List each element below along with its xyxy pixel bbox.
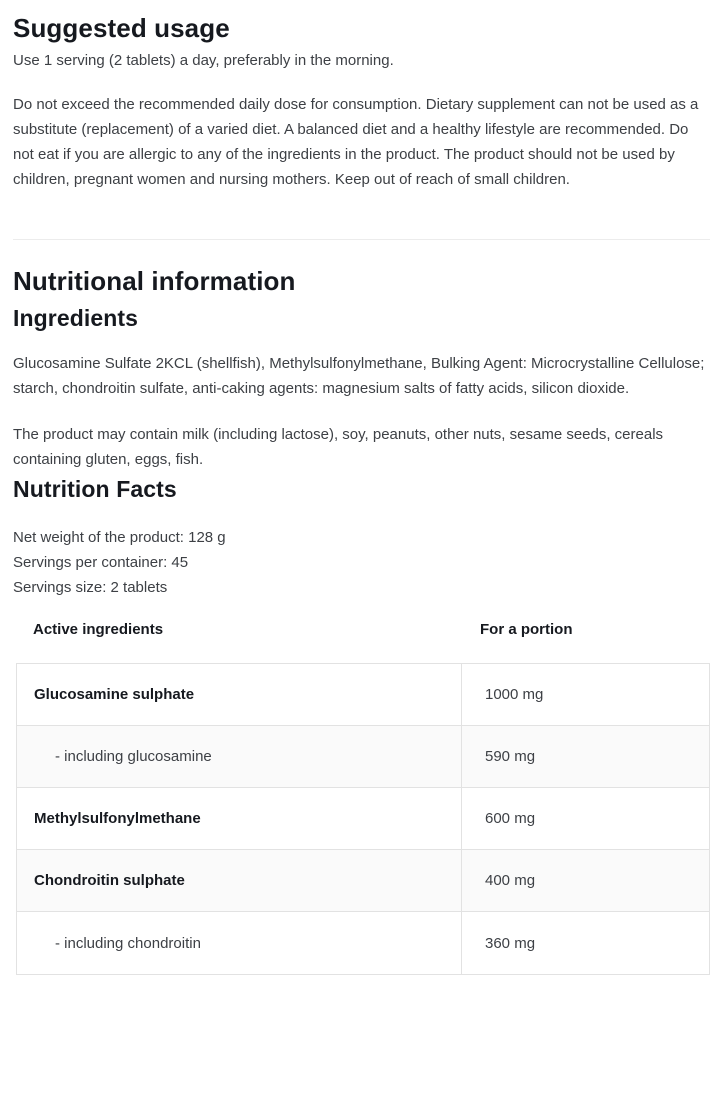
net-weight-line: Net weight of the product: 128 g: [13, 529, 226, 546]
ingredient-amount-cell: 1000 mg: [485, 686, 544, 703]
ingredients-list-text: Glucosamine Sulfate 2KCL (shellfish), Methylsulfonylmethane, Bulking Agent: Microcrystalline Cellulose; starch, chondroitin sulfate, anti-caking agents: magnesium salts of fatty acids, silicon dioxide.: [13, 355, 705, 397]
suggested-usage-heading: Suggested usage: [13, 13, 230, 43]
section-divider: [13, 239, 710, 240]
ingredient-name-cell: Glucosamine sulphate: [17, 664, 462, 725]
nutritional-information-section: [13, 262, 710, 975]
nutritional-information-heading: Nutritional information: [13, 266, 296, 296]
table-row: [17, 850, 709, 912]
serving-info-block: [13, 525, 710, 600]
ingredient-amount-cell: 600 mg: [485, 810, 536, 827]
column-header-active-ingredients: Active ingredients: [33, 621, 164, 638]
servings-size-line: Servings size: 2 tablets: [13, 579, 168, 596]
usage-warning-text: Do not exceed the recommended daily dose for consumption. Dietary supplement can not be used as a substitute (replacement) of a varied diet. A balanced diet and a healthy lifestyle are recommended. Do not eat if you are allergic to any of the ingredients in the product. The product should not be used by children, pregnant women and nursing mothers. Keep out of reach of small children.: [13, 96, 699, 188]
column-header-for-a-portion: For a portion: [480, 621, 573, 638]
allergen-notice-text: The product may contain milk (including lactose), soy, peanuts, other nuts, sesame seeds, cereals containing gluten, eggs, fish.: [13, 426, 664, 468]
serving-instructions-text: Use 1 serving (2 tablets) a day, preferably in the morning.: [13, 52, 394, 69]
ingredient-amount-cell: 590 mg: [485, 748, 536, 765]
active-ingredients-table: [16, 617, 710, 975]
ingredient-name-cell: Methylsulfonylmethane: [17, 788, 462, 849]
table-row: [17, 664, 709, 726]
table-row: [17, 726, 709, 788]
table-row: [17, 788, 709, 850]
table-body: [16, 663, 710, 975]
servings-per-container-line: Servings per container: 45: [13, 554, 189, 571]
ingredient-amount-cell: 360 mg: [485, 934, 536, 952]
nutrition-facts-heading: Nutrition Facts: [13, 476, 177, 502]
ingredient-name-cell: Chondroitin sulphate: [17, 850, 462, 911]
table-row: [17, 912, 709, 974]
ingredients-heading: Ingredients: [13, 305, 139, 331]
ingredient-name-cell: - including glucosamine: [17, 726, 462, 787]
ingredient-amount-cell: 400 mg: [485, 872, 536, 889]
ingredient-name-cell: - including chondroitin: [17, 912, 462, 974]
suggested-usage-section: [13, 9, 710, 192]
table-header-row: [16, 617, 710, 663]
